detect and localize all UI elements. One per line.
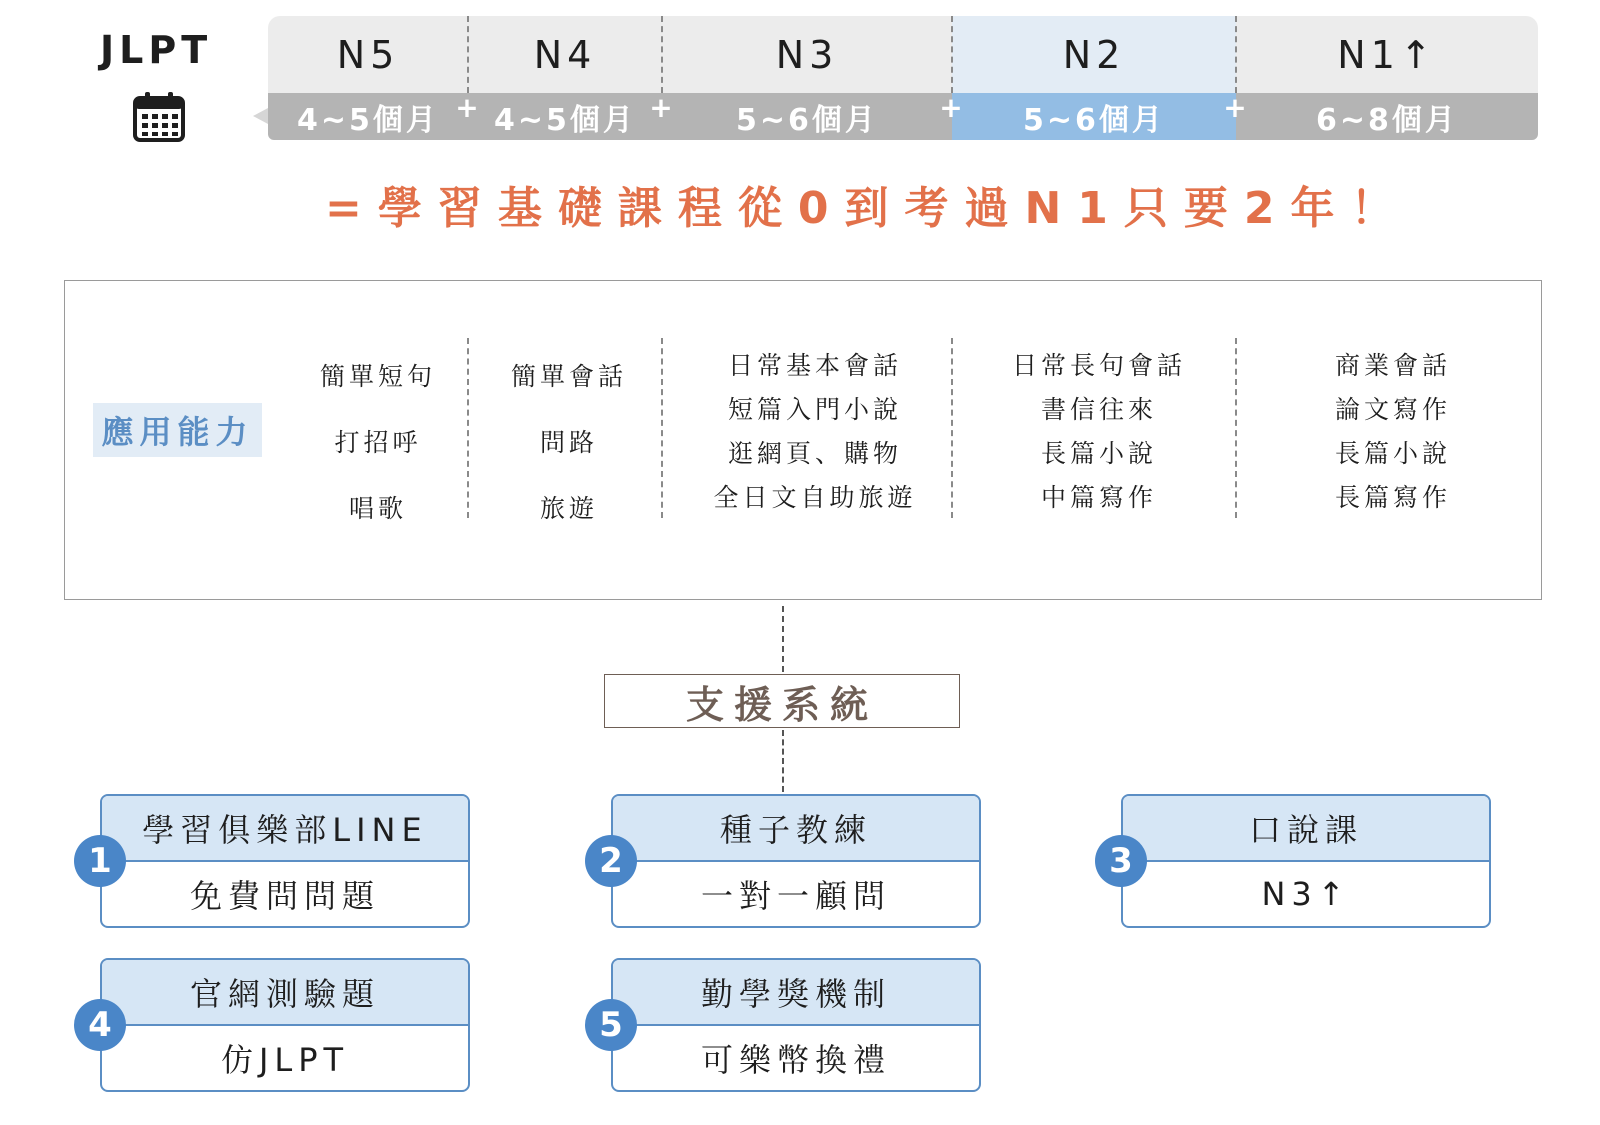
ability-item: 書信往來 bbox=[1040, 395, 1157, 424]
support-card-4 bbox=[100, 958, 470, 1092]
ability-divider bbox=[467, 338, 469, 518]
number-badge-4: 4 bbox=[74, 999, 126, 1051]
ability-item: 簡單短句 bbox=[319, 362, 436, 391]
duration-n3: 5~6個月 bbox=[736, 102, 878, 138]
connector-line bbox=[782, 730, 784, 792]
ability-item: 長篇寫作 bbox=[1334, 483, 1451, 512]
level-divider bbox=[951, 16, 953, 93]
level-divider bbox=[467, 16, 469, 93]
card-title: 官網測驗題 bbox=[102, 960, 468, 1026]
ability-item: 論文寫作 bbox=[1334, 395, 1451, 424]
card-subtitle: N3↑ bbox=[1261, 875, 1351, 913]
card-title: 勤學獎機制 bbox=[613, 960, 979, 1026]
support-card-2 bbox=[611, 794, 981, 928]
plus-sign: + bbox=[1223, 91, 1247, 124]
jlpt-label: JLPT bbox=[100, 28, 213, 72]
ability-item: 全日文自助旅遊 bbox=[713, 483, 917, 512]
level-n5: N5 bbox=[336, 32, 400, 77]
ability-item: 長篇小說 bbox=[1040, 439, 1157, 468]
ability-item: 日常長句會話 bbox=[1011, 351, 1186, 380]
duration-n4: 4~5個月 bbox=[494, 102, 636, 138]
level-divider bbox=[661, 16, 663, 93]
ability-item: 逛網頁、購物 bbox=[727, 439, 902, 468]
level-divider bbox=[1235, 16, 1237, 93]
ability-item: 長篇小說 bbox=[1334, 439, 1451, 468]
ability-item: 短篇入門小說 bbox=[727, 395, 902, 424]
plus-sign: + bbox=[939, 91, 963, 124]
ability-column-n5 bbox=[298, 344, 458, 542]
level-n4: N4 bbox=[533, 32, 597, 77]
timeline-arrow bbox=[253, 108, 268, 124]
ability-item: 旅遊 bbox=[539, 494, 598, 523]
ability-divider bbox=[1235, 338, 1237, 518]
support-card-3 bbox=[1121, 794, 1491, 928]
duration-n1: 6~8個月 bbox=[1316, 102, 1458, 138]
card-subtitle: 可樂幣換禮 bbox=[700, 1041, 891, 1079]
card-title: 學習俱樂部LINE bbox=[102, 796, 468, 862]
duration-n2: 5~6個月 bbox=[952, 93, 1236, 140]
ability-divider bbox=[951, 338, 953, 518]
number-badge-1: 1 bbox=[74, 835, 126, 887]
ability-item: 簡單會話 bbox=[510, 362, 627, 391]
ability-item: 商業會話 bbox=[1334, 351, 1451, 380]
ability-column-n1 bbox=[1262, 344, 1524, 520]
plus-sign: + bbox=[649, 91, 673, 124]
card-subtitle: 仿JLPT bbox=[220, 1041, 350, 1079]
calendar-icon bbox=[133, 92, 185, 142]
card-subtitle: 一對一顧問 bbox=[700, 877, 891, 915]
ability-item: 日常基本會話 bbox=[727, 351, 902, 380]
support-card-1 bbox=[100, 794, 470, 928]
ability-column-n2 bbox=[968, 344, 1230, 520]
level-names-row bbox=[268, 16, 1538, 93]
ability-item: 打招呼 bbox=[334, 428, 422, 457]
level-n1: N1↑ bbox=[1337, 32, 1437, 77]
number-badge-2: 2 bbox=[585, 835, 637, 887]
support-card-5 bbox=[611, 958, 981, 1092]
connector-line bbox=[782, 606, 784, 672]
headline: =學習基礎課程從0到考過N1只要2年！ bbox=[325, 183, 1411, 234]
support-system-title: 支援系統 bbox=[604, 674, 960, 728]
level-n2: N2 bbox=[952, 16, 1236, 93]
level-n3: N3 bbox=[775, 32, 839, 77]
number-badge-3: 3 bbox=[1095, 835, 1147, 887]
ability-item: 唱歌 bbox=[348, 494, 407, 523]
ability-divider bbox=[661, 338, 663, 518]
ability-column-n4 bbox=[484, 344, 654, 542]
card-subtitle: 免費問問題 bbox=[189, 877, 380, 915]
plus-sign: + bbox=[455, 91, 479, 124]
ability-label: 應用能力 bbox=[93, 403, 262, 457]
card-title: 種子教練 bbox=[613, 796, 979, 862]
ability-item: 中篇寫作 bbox=[1040, 483, 1157, 512]
duration-n5: 4~5個月 bbox=[297, 102, 439, 138]
card-title: 口說課 bbox=[1123, 796, 1489, 862]
ability-column-n3 bbox=[684, 344, 946, 520]
ability-item: 問路 bbox=[539, 428, 598, 457]
number-badge-5: 5 bbox=[585, 999, 637, 1051]
